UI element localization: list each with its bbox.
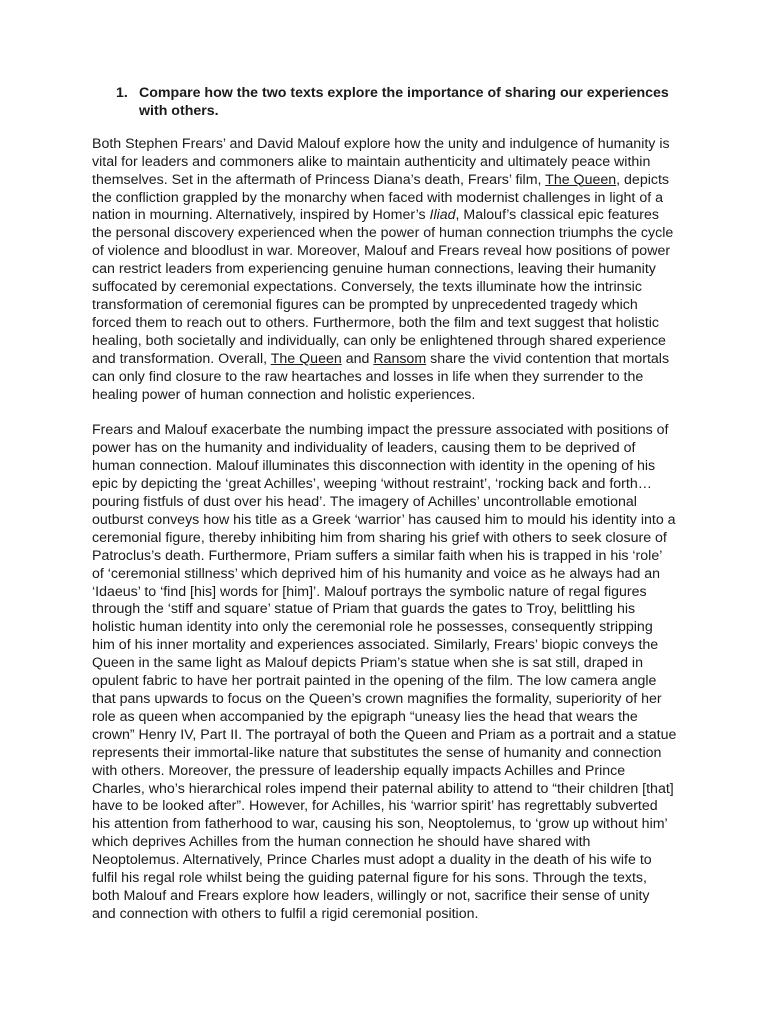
body-paragraph: Frears and Malouf exacerbate the numbing impact the pressure associated with positions of power has on the humanity and individuality of leaders, causing them to be deprived of human connection. Malouf illuminates this disconnection with identity in the opening of his epic by depicting the ‘great Achilles’, weeping ‘without restraint’, ‘rocking back and forth… pouring fistfuls of dust over his head’. The imagery of Achilles’ uncontrollable emotional outburst conveys how his title as a Greek ‘warrior’ has caused him to mould his identity into a ceremonial figure, thereby inhibiting him from sharing his grief with others to seek closure of Patroclus’s death. Furthermore, Priam suffers a similar faith when his is trapped in his ‘role’ of ‘ceremonial stillness’ which deprived him of his humanity and voice as he always had an ‘Idaeus’ to ‘find [his] words for [him]’. Malouf portrays the symbolic nature of regal figures through the ‘stiff and square’ statue of Priam that guards the gates to Troy, belittling his holistic human identity into only the ceremonial role he possesses, consequently stripping him of his inner mortality and experiences associated. Similarly, Frears’ biopic conveys the Queen in the same light as Malouf depicts Priam’s statue when she is sat still, draped in opulent fabric to have her portrait painted in the opening of the film. The low camera angle that pans upwards to focus on the Queen’s crown magnifies the formality, superiority of her role as queen when accompanied by the epigraph “uneasy lies the head that wears the crown” Henry IV, Part II. The portrayal of both the Queen and Priam as a portrait and a statue represents their immortal-like nature that substitutes the sense of humanity and connection with others. Moreover, the pressure of leadership equally impacts Achilles and Prince Charles, who’s hierarchical roles impend their paternal ability to attend to “their children [that] have to be looked after”. However, for Achilles, his ‘warrior spirit’ has regrettably subverted his attention from fatherhood to war, causing his son, Neoptolemus, to ‘grow up without him’ which deprives Achilles from the human connection he should have shared with Neoptolemus. Alternatively, Prince Charles must adopt a duality in the death of his wife to fulfil his regal role whilst being the guiding paternal figure for his sons. Through the texts, both Malouf and Frears explore how leaders, willingly or not, sacrifice their sense of unity and connection with others to fulfil a rigid ceremonial position. (92, 422, 677, 922)
intro-text-2: , depicts the confliction grappled by the monarchy when faced with modernist challenges in light of a nation in mourning. Alternatively, inspired by Homer’s (92, 171, 669, 224)
document-page (92, 85, 677, 942)
iliad-title: Iliad (429, 207, 456, 224)
intro-text-3: , Malouf’s classical epic features the personal discovery experienced when the power of human connection triumphs the cycle of violence and bloodlust in war. Moreover, Malouf and Frears reveal how positions of power can restrict leaders from experiencing genuine human connections, leaving their humanity suffocated by ceremonial expectations. Conversely, the texts illuminate how the intrinsic transformation of ceremonial figures can be prompted by unprecedented tragedy which forced them to reach out to others. Furthermore, both the film and text suggest that holistic healing, both societally and individually, can only be enlightened through shared experience and transformation. Overall, (92, 207, 674, 367)
introduction-paragraph (92, 136, 677, 405)
film-title-2: The Queen (270, 350, 342, 367)
question-number: 1. (116, 85, 128, 101)
essay-question (116, 85, 677, 121)
intro-text-4: and (341, 350, 374, 367)
intro-text-5: share the vivid contention that mortals can only find closure to the raw heartaches and losses in life when they surrender to the healing power of human connection and holistic experiences. (92, 350, 670, 403)
question-text: Compare how the two texts explore the importance of sharing our experiences with others. (139, 85, 669, 119)
intro-text-1: Both Stephen Frears’ and David Malouf explore how the unity and indulgence of humanity is vital for leaders and commoners alike to maintain authenticity and ultimately peace within themselves. Set in the aftermath of Princess Diana’s death, Frears’ film, (92, 135, 670, 188)
film-title-link: The Queen (545, 171, 617, 188)
novel-title: Ransom (373, 350, 427, 367)
